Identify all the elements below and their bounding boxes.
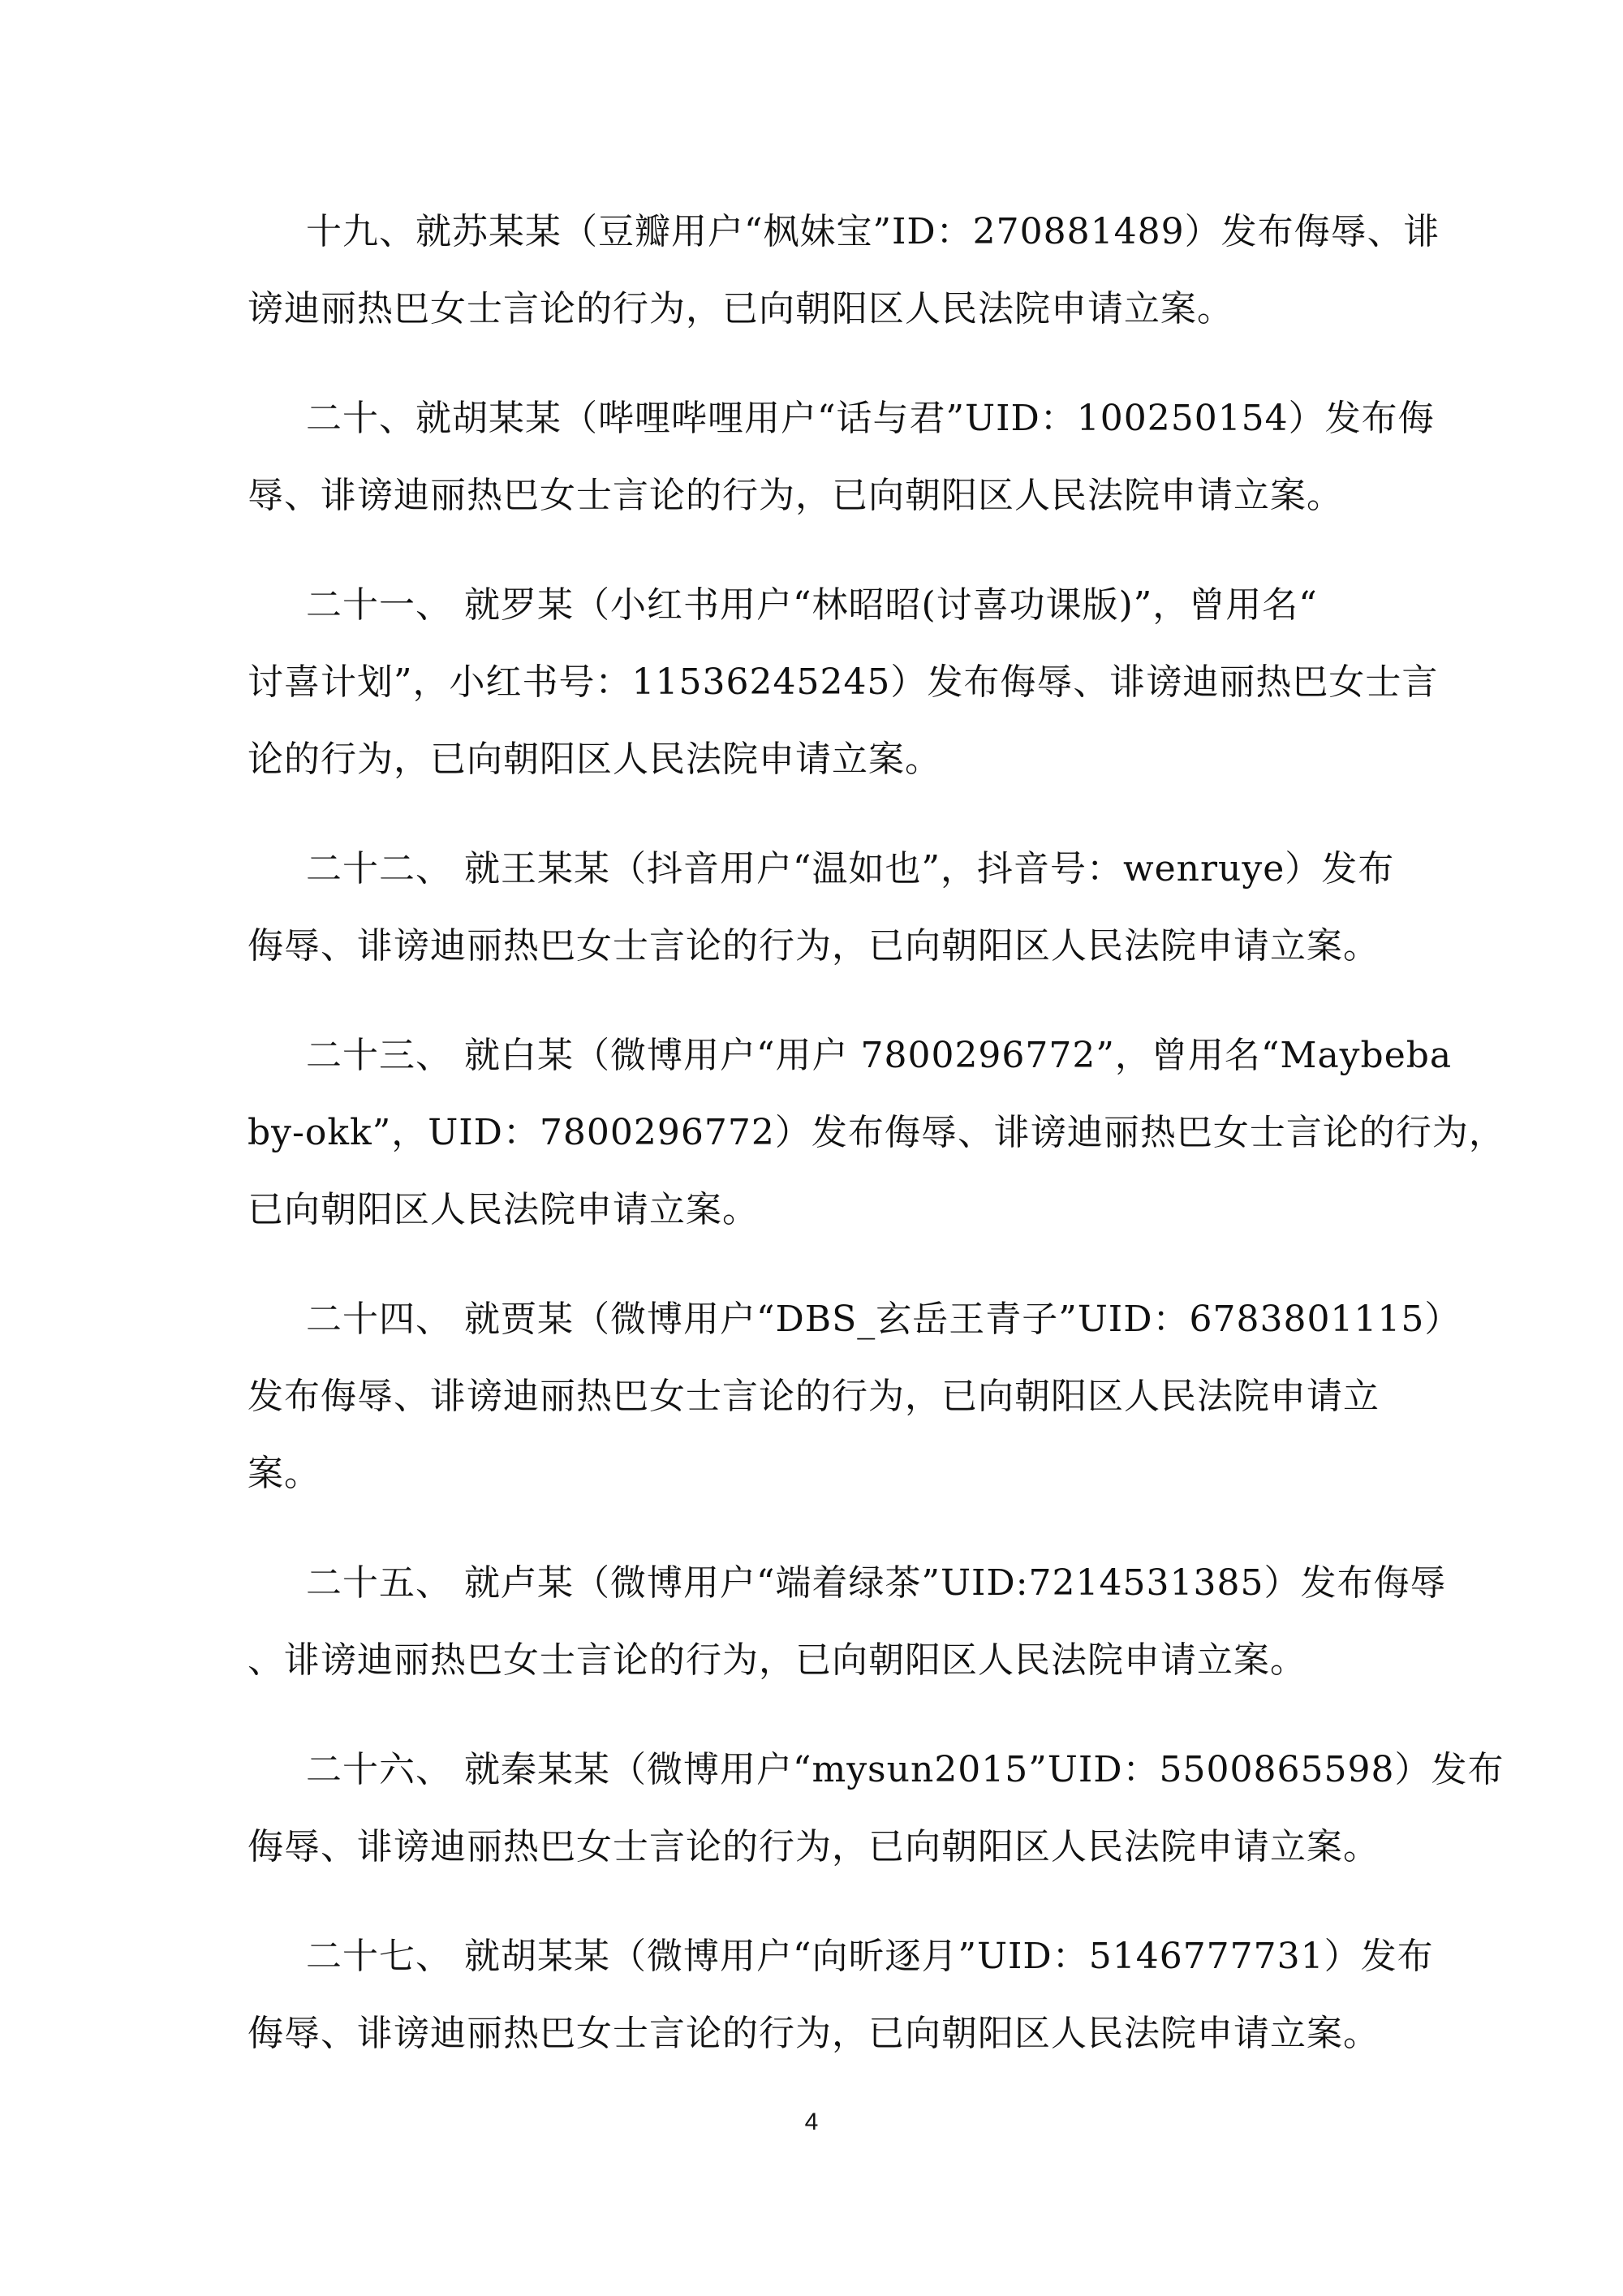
paragraph-item-19 [248, 193, 1440, 347]
paragraph-line: 二十二、 就王某某（抖音用户“温如也”，抖音号：wenruye）发布 [306, 848, 1395, 890]
paragraph-line: 二十四、 就贾某（微博用户“DBS_玄岳王青子”UID：6783801115） [306, 1299, 1462, 1340]
paragraph-line: 二十、就胡某某（哔哩哔哩用户“话与君”UID：100250154）发布侮 [306, 398, 1435, 439]
paragraph-line: 二十五、 就卢某（微博用户“端着绿茶”UID:7214531385）发布侮辱 [306, 1562, 1447, 1604]
paragraph-item-23 [248, 1017, 1505, 1248]
page-number: 4 [804, 2109, 819, 2135]
paragraph-line: 案。 [248, 1453, 321, 1494]
paragraph-line: 二十三、 就白某（微博用户“用户 7800296772”，曾用名“Maybeba [306, 1035, 1453, 1076]
paragraph-item-21 [248, 566, 1439, 798]
paragraph-line: 二十一、 就罗某（小红书用户“林昭昭(讨喜功课版)”，曾用名“ [306, 584, 1318, 626]
paragraph-item-20 [248, 380, 1435, 534]
paragraph-item-26 [248, 1731, 1505, 1885]
paragraph-line: 二十七、 就胡某某（微博用户“向昕逐月”UID：5146777731）发布 [306, 1936, 1434, 1977]
paragraph-item-25 [248, 1544, 1447, 1699]
paragraph-line: 二十六、 就秦某某（微博用户“mysun2015”UID：5500865598）发布 [306, 1749, 1505, 1790]
paragraph-item-22 [248, 830, 1416, 984]
paragraph-line: 发布侮辱、诽谤迪丽热巴女士言论的行为，已向朝阳区人民法院申请立 [248, 1376, 1380, 1417]
paragraph-line: 已向朝阳区人民法院申请立案。 [248, 1189, 759, 1230]
paragraph-line: 十九、就苏某某（豆瓣用户“枫妹宝”ID：270881489）发布侮辱、诽 [306, 211, 1440, 252]
paragraph-line: 侮辱、诽谤迪丽热巴女士言论的行为，已向朝阳区人民法院申请立案。 [248, 1826, 1380, 1867]
paragraph-line: 辱、诽谤迪丽热巴女士言论的行为，已向朝阳区人民法院申请立案。 [248, 475, 1343, 516]
paragraph-line: 、诽谤迪丽热巴女士言论的行为，已向朝阳区人民法院申请立案。 [248, 1639, 1307, 1681]
paragraph-line: 谤迪丽热巴女士言论的行为，已向朝阳区人民法院申请立案。 [248, 288, 1233, 330]
paragraph-line: 论的行为，已向朝阳区人民法院申请立案。 [248, 739, 941, 780]
paragraph-line: 讨喜计划”，小红书号：11536245245）发布侮辱、诽谤迪丽热巴女士言 [248, 661, 1439, 703]
paragraph-line: 侮辱、诽谤迪丽热巴女士言论的行为，已向朝阳区人民法院申请立案。 [248, 2013, 1380, 2054]
paragraph-line: 侮辱、诽谤迪丽热巴女士言论的行为，已向朝阳区人民法院申请立案。 [248, 925, 1380, 967]
paragraph-line: by-okk”，UID：7800296772）发布侮辱、诽谤迪丽热巴女士言论的行为， [248, 1112, 1505, 1153]
paragraph-item-24 [248, 1281, 1462, 1512]
document-body [248, 193, 1505, 2104]
paragraph-item-27 [248, 1918, 1434, 2072]
